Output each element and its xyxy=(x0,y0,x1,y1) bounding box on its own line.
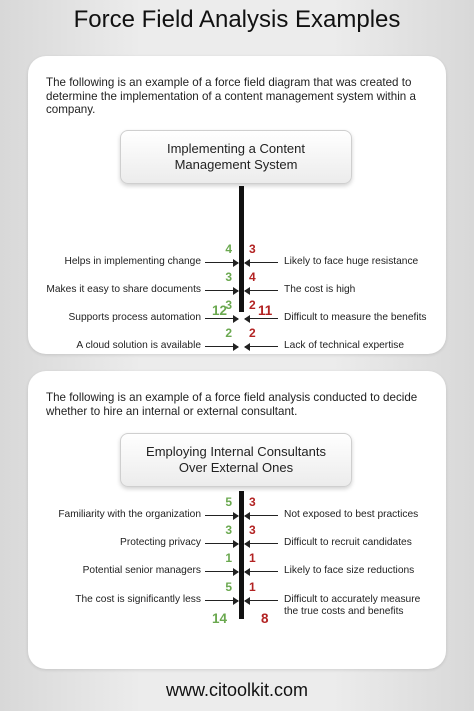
force-row xyxy=(28,580,446,617)
force-row xyxy=(28,242,446,272)
against-label: Difficult to measure the benefits xyxy=(284,312,427,323)
arrow-left-icon xyxy=(245,346,278,347)
against-score: 2 xyxy=(249,298,256,312)
example-card-1 xyxy=(28,56,446,354)
arrow-right-icon xyxy=(205,515,238,516)
arrow-left-icon xyxy=(245,318,278,319)
arrow-left-icon xyxy=(245,571,278,572)
against-label: Lack of technical expertise xyxy=(284,340,405,351)
topic-box xyxy=(120,433,352,487)
arrow-right-icon xyxy=(205,346,238,347)
for-label: The cost is significantly less xyxy=(75,594,201,605)
for-label: Protecting privacy xyxy=(120,537,201,548)
against-label: The cost is high xyxy=(284,284,356,295)
intro-text: The following is an example of a force field analysis conducted to decide whether to hire an internal or external consultant. xyxy=(46,391,418,418)
against-label: Difficult to recruit candidates xyxy=(284,537,412,548)
force-row xyxy=(28,326,446,356)
topic-box xyxy=(120,130,352,184)
arrow-right-icon xyxy=(205,600,238,601)
for-label: Familiarity with the organization xyxy=(58,509,201,520)
against-label: Not exposed to best practices xyxy=(284,509,419,520)
for-label: Potential senior managers xyxy=(82,565,201,576)
against-score: 3 xyxy=(249,523,256,537)
topic-label: Employing Internal Consultants Over External Ones xyxy=(146,444,326,475)
arrow-left-icon xyxy=(245,262,278,263)
for-label: Makes it easy to share documents xyxy=(46,284,201,295)
for-score: 5 xyxy=(225,495,232,509)
topic-label: Implementing a Content Management System xyxy=(166,141,306,172)
force-row xyxy=(28,298,446,328)
arrow-right-icon xyxy=(205,543,238,544)
against-score: 1 xyxy=(249,580,256,594)
arrow-left-icon xyxy=(245,543,278,544)
for-score: 4 xyxy=(225,242,232,256)
against-label: Difficult to accurately measure the true costs and benefits xyxy=(284,594,421,617)
arrow-right-icon xyxy=(205,318,238,319)
against-score: 4 xyxy=(249,270,256,284)
against-score: 3 xyxy=(249,495,256,509)
total-against: 11 xyxy=(258,303,273,318)
for-score: 3 xyxy=(225,270,232,284)
arrow-right-icon xyxy=(205,262,238,263)
arrow-right-icon xyxy=(205,290,238,291)
force-row xyxy=(28,495,446,525)
for-label: Helps in implementing change xyxy=(64,256,201,267)
for-score: 3 xyxy=(225,298,232,312)
for-score: 2 xyxy=(225,326,232,340)
arrow-right-icon xyxy=(205,571,238,572)
footer-url[interactable]: www.citoolkit.com xyxy=(165,680,309,700)
total-against: 8 xyxy=(261,611,269,626)
against-score: 2 xyxy=(249,326,256,340)
against-score: 3 xyxy=(249,242,256,256)
for-score: 5 xyxy=(225,580,232,594)
against-label: Likely to face size reductions xyxy=(284,565,415,576)
page-title: Force Field Analysis Examples xyxy=(73,6,401,33)
for-label: A cloud solution is available xyxy=(76,340,201,351)
against-label: Likely to face huge resistance xyxy=(284,256,419,267)
arrow-left-icon xyxy=(245,600,278,601)
force-row xyxy=(28,551,446,581)
arrow-left-icon xyxy=(245,515,278,516)
total-for: 12 xyxy=(212,303,228,318)
example-card-2 xyxy=(28,371,446,669)
for-score: 3 xyxy=(225,523,232,537)
for-score: 1 xyxy=(225,551,232,565)
arrow-left-icon xyxy=(245,290,278,291)
for-label: Supports process automation xyxy=(68,312,201,323)
force-row xyxy=(28,523,446,553)
total-for: 14 xyxy=(212,611,228,626)
intro-text: The following is an example of a force field diagram that was created to determine the implementation of a content management system within a company. xyxy=(46,76,416,116)
against-score: 1 xyxy=(249,551,256,565)
force-row xyxy=(28,270,446,300)
